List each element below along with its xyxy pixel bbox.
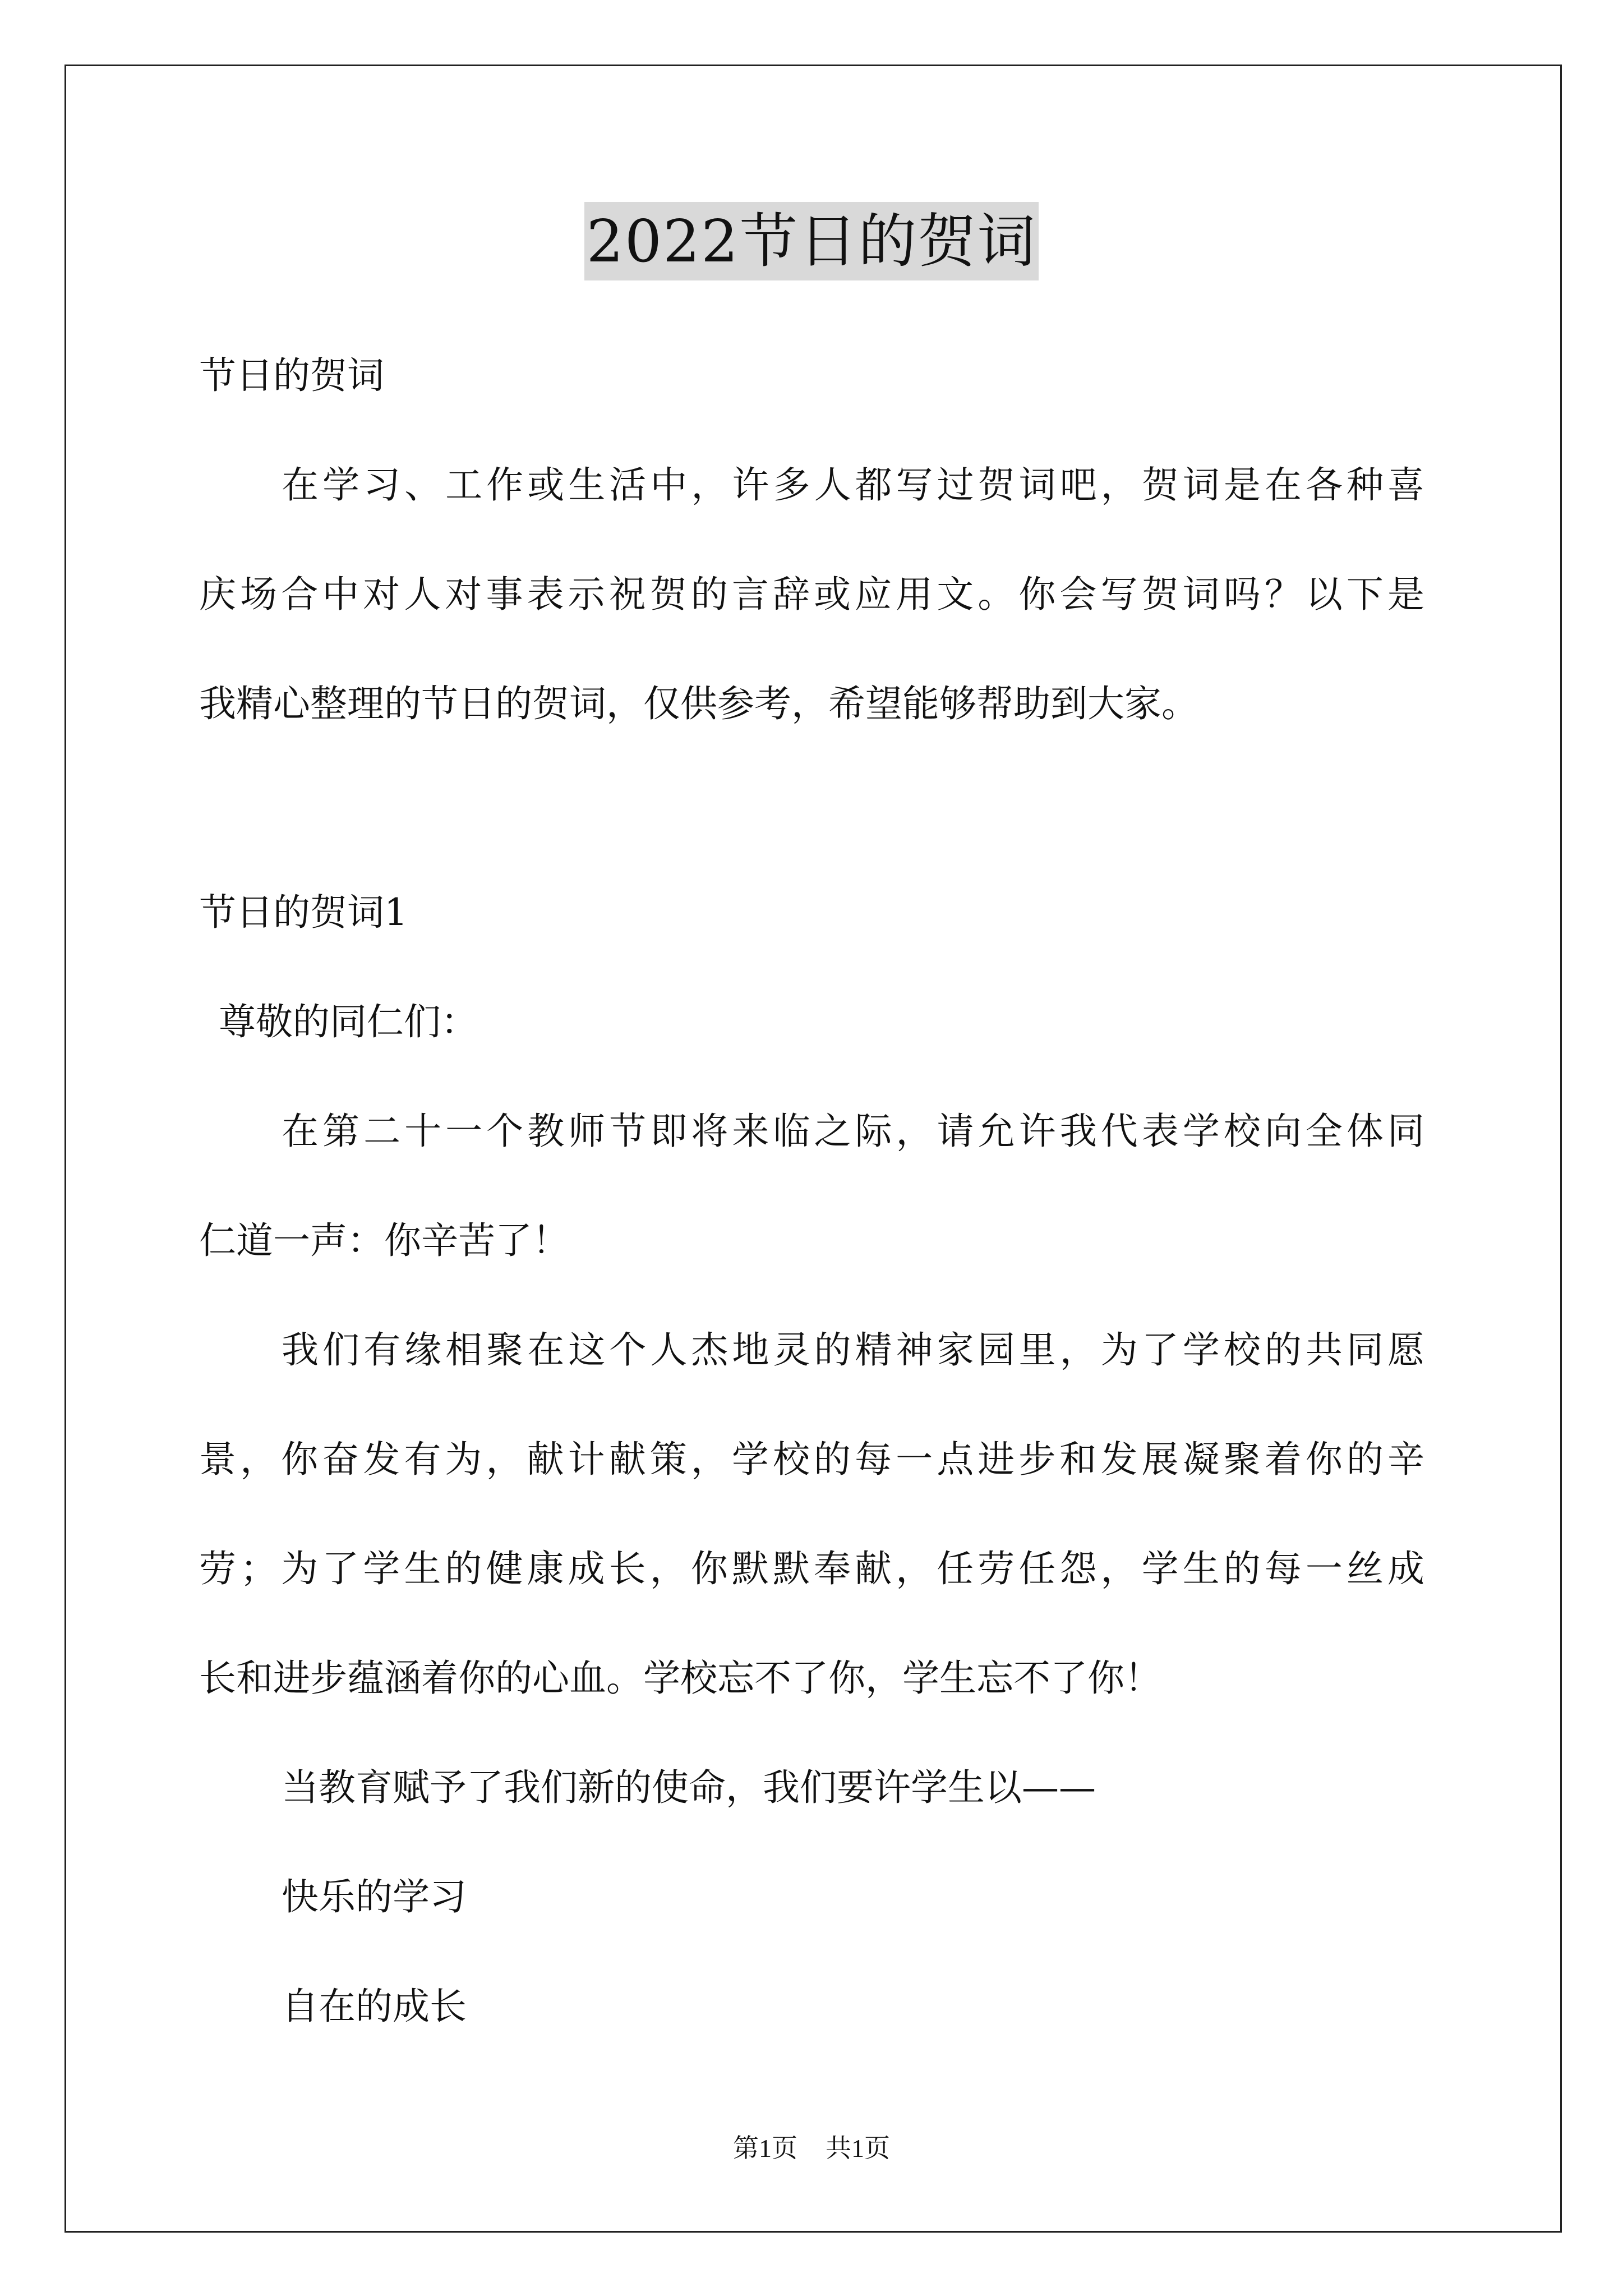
paragraph3: 当教育赋予了我们新的使命，我们要许学生以—— <box>282 1766 1096 1809</box>
paragraph1-line-2: 仁道一声：你辛苦了！ <box>199 1219 569 1262</box>
document-title: 2022节日的贺词 <box>584 202 1039 280</box>
paragraph2-line-4: 长和进步蕴涵着你的心血。学校忘不了你，学生忘不了你！ <box>199 1657 1161 1700</box>
paragraph2-line-1: 我们有缘相聚在这个人杰地灵的精神家园里，为了学校的共同愿 <box>282 1328 1424 1372</box>
paragraph2-line-3: 劳；为了学生的健康成长，你默默奉献，任劳任怨，学生的每一丝成 <box>199 1547 1424 1590</box>
salutation: 尊敬的同仁们： <box>219 1000 478 1043</box>
document-subtitle: 节日的贺词 <box>199 354 384 397</box>
paragraph1-line-1: 在第二十一个教师节即将来临之际，请允许我代表学校向全体同 <box>282 1110 1424 1153</box>
paragraph4: 快乐的学习 <box>282 1875 467 1918</box>
title-container <box>0 202 1623 280</box>
section-heading: 节日的贺词1 <box>199 891 408 934</box>
intro-line-3: 我精心整理的节日的贺词，仅供参考，希望能够帮助到大家。 <box>199 682 1198 725</box>
page-footer <box>0 2132 1623 2165</box>
intro-line-2: 庆场合中对人对事表示祝贺的言辞或应用文。你会写贺词吗？以下是 <box>199 573 1424 616</box>
paragraph5: 自在的成长 <box>282 1985 467 2028</box>
paragraph2-line-2: 景，你奋发有为，献计献策，学校的每一点进步和发展凝聚着你的辛 <box>199 1438 1424 1481</box>
page-number-total: 共1页 <box>826 2134 890 2162</box>
page-number-current: 第1页 <box>733 2134 797 2162</box>
intro-line-1: 在学习、工作或生活中，许多人都写过贺词吧，贺词是在各种喜 <box>282 463 1424 507</box>
